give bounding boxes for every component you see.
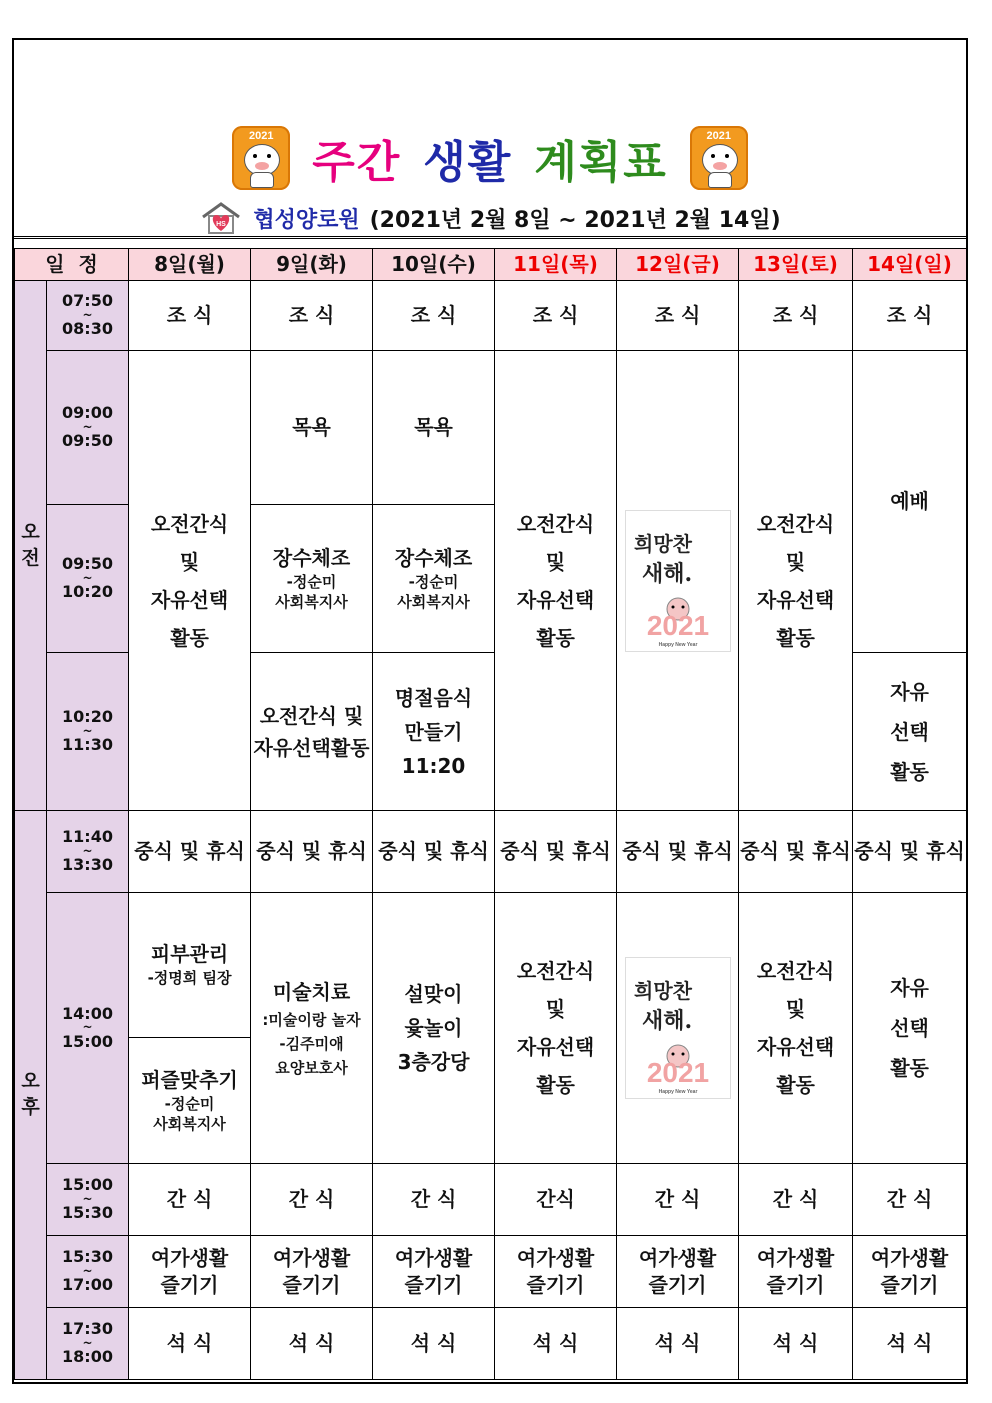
table-row xyxy=(15,351,967,505)
breakfast-cell: 조 식 xyxy=(251,281,373,351)
dinner-cell: 석 식 xyxy=(617,1308,739,1380)
title-word-3: 계획표 xyxy=(534,137,668,188)
snack-cell: 간식 xyxy=(495,1164,617,1236)
leisure-cell: 여가생활 즐기기 xyxy=(129,1236,251,1308)
breakfast-cell: 조 식 xyxy=(739,281,853,351)
leisure-cell: 여가생활 즐기기 xyxy=(495,1236,617,1308)
corner-header: 일 정 xyxy=(15,249,129,281)
time-cell: 09:00 ~ 09:50 xyxy=(47,351,129,505)
time-cell: 15:30 ~ 17:00 xyxy=(47,1236,129,1308)
dinner-cell: 석 식 xyxy=(373,1308,495,1380)
lunch-cell: 중식 및 휴식 xyxy=(853,811,967,893)
art-therapy-cell: 미술치료 :미술이랑 놀자 -김주미애 요양보호사 xyxy=(251,893,373,1164)
holiday-food-cell: 명절음식 만들기 11:20 xyxy=(373,653,495,811)
dinner-cell: 석 식 xyxy=(129,1308,251,1380)
time-cell: 15:00 ~ 15:30 xyxy=(47,1164,129,1236)
lunch-cell: 중식 및 휴식 xyxy=(373,811,495,893)
day-header: 13일(토) xyxy=(739,249,853,281)
am-label: 오 전 xyxy=(15,281,47,811)
bath-cell: 목욕 xyxy=(373,351,495,505)
am-free-cell: 오전간식 및 자유선택 활동 xyxy=(739,893,853,1164)
new-year-card-image xyxy=(625,510,731,652)
dinner-cell: 석 식 xyxy=(853,1308,967,1380)
logo-text: HS xyxy=(216,221,227,228)
snack-cell: 간 식 xyxy=(853,1164,967,1236)
longevity-exercise-cell: 장수체조 -정순미 사회복지사 xyxy=(251,505,373,653)
ox-badge-icon xyxy=(232,126,290,190)
svg-text:새해.: 새해. xyxy=(641,560,692,587)
time-cell: 07:50 ~ 08:30 xyxy=(47,281,129,351)
pm-label: 오 후 xyxy=(15,811,47,1380)
leisure-cell: 여가생활 즐기기 xyxy=(739,1236,853,1308)
am-free-cell: 오전간식 및 자유선택 활동 xyxy=(739,351,853,811)
lunch-cell: 중식 및 휴식 xyxy=(739,811,853,893)
breakfast-cell: 조 식 xyxy=(617,281,739,351)
subtitle-row xyxy=(14,198,966,238)
new-year-card-cell xyxy=(617,893,739,1164)
house-heart-logo-icon xyxy=(199,201,243,235)
worship-cell: 예배 xyxy=(853,351,967,653)
snack-cell: 간 식 xyxy=(129,1164,251,1236)
dinner-cell: 석 식 xyxy=(251,1308,373,1380)
am-free-cell: 오전간식 및 자유선택 활동 xyxy=(495,351,617,811)
dinner-cell: 석 식 xyxy=(495,1308,617,1380)
title-row xyxy=(14,118,966,198)
day-header: 8일(월) xyxy=(129,249,251,281)
lunch-cell: 중식 및 휴식 xyxy=(129,811,251,893)
leisure-cell: 여가생활 즐기기 xyxy=(617,1236,739,1308)
breakfast-cell: 조 식 xyxy=(853,281,967,351)
title-word-2: 생활 xyxy=(423,137,513,188)
table-row xyxy=(15,1236,967,1308)
breakfast-cell: 조 식 xyxy=(129,281,251,351)
breakfast-cell: 조 식 xyxy=(495,281,617,351)
new-year-card-image xyxy=(625,957,731,1099)
am-free-cell: 오전간식 및 자유선택 활동 xyxy=(495,893,617,1164)
bath-cell: 목욕 xyxy=(251,351,373,505)
free-activity-cell: 자유 선택 활동 xyxy=(853,653,967,811)
svg-text:희망찬: 희망찬 xyxy=(633,979,692,1003)
schedule-period: (2021년 2월 8일 ~ 2021년 2월 14일) xyxy=(369,207,781,233)
ox-badge-icon xyxy=(690,126,748,190)
svg-text:새해.: 새해. xyxy=(641,1008,692,1034)
table-row xyxy=(15,1164,967,1236)
day-header: 9일(화) xyxy=(251,249,373,281)
org-name: 협성양로원 xyxy=(253,207,360,233)
svg-text:Happy New Year: Happy New Year xyxy=(658,641,697,648)
day-header: 11일(목) xyxy=(495,249,617,281)
svg-text:Happy New Year: Happy New Year xyxy=(658,1089,697,1095)
badge-year: 2021 xyxy=(706,130,731,142)
new-year-card-cell xyxy=(617,351,739,811)
time-cell: 14:00 ~ 15:00 xyxy=(47,893,129,1164)
time-cell: 11:40 ~ 13:30 xyxy=(47,811,129,893)
am-snack-free-cell: 오전간식 및 자유선택활동 xyxy=(251,653,373,811)
dinner-cell: 석 식 xyxy=(739,1308,853,1380)
table-row xyxy=(15,811,967,893)
snack-cell: 간 식 xyxy=(739,1164,853,1236)
day-header: 10일(수) xyxy=(373,249,495,281)
leisure-cell: 여가생활 즐기기 xyxy=(373,1236,495,1308)
badge-year: 2021 xyxy=(248,130,274,142)
snack-cell: 간 식 xyxy=(251,1164,373,1236)
skin-puzzle-cell: 피부관리 -정명희 팀장 퍼즐맞추기 -정순미 사회복지사 xyxy=(129,893,251,1164)
page-title xyxy=(312,126,668,190)
day-header: 12일(금) xyxy=(617,249,739,281)
svg-text:2021: 2021 xyxy=(646,609,709,641)
leisure-cell: 여가생활 즐기기 xyxy=(853,1236,967,1308)
header-row xyxy=(15,249,967,281)
svg-text:2021: 2021 xyxy=(646,1057,709,1088)
lunch-cell: 중식 및 휴식 xyxy=(617,811,739,893)
page-header xyxy=(14,40,966,239)
lunch-cell: 중식 및 휴식 xyxy=(495,811,617,893)
title-word-1: 주간 xyxy=(312,137,402,188)
breakfast-cell: 조 식 xyxy=(373,281,495,351)
longevity-exercise-cell: 장수체조 -정순미 사회복지사 xyxy=(373,505,495,653)
leisure-cell: 여가생활 즐기기 xyxy=(251,1236,373,1308)
snack-cell: 간 식 xyxy=(373,1164,495,1236)
table-row xyxy=(15,893,967,1164)
table-row xyxy=(15,281,967,351)
time-cell: 09:50 ~ 10:20 xyxy=(47,505,129,653)
svg-text:희망찬: 희망찬 xyxy=(633,531,692,556)
am-free-cell: 오전간식 및 자유선택 활동 xyxy=(129,351,251,811)
weekly-schedule-table xyxy=(14,248,967,1380)
time-cell: 10:20 ~ 11:30 xyxy=(47,653,129,811)
time-cell: 17:30 ~ 18:00 xyxy=(47,1308,129,1380)
table-row xyxy=(15,1308,967,1380)
yut-cell: 설맞이 윷놀이 3층강당 xyxy=(373,893,495,1164)
lunch-cell: 중식 및 휴식 xyxy=(251,811,373,893)
day-header: 14일(일) xyxy=(853,249,967,281)
free-activity-cell: 자유 선택 활동 xyxy=(853,893,967,1164)
snack-cell: 간 식 xyxy=(617,1164,739,1236)
